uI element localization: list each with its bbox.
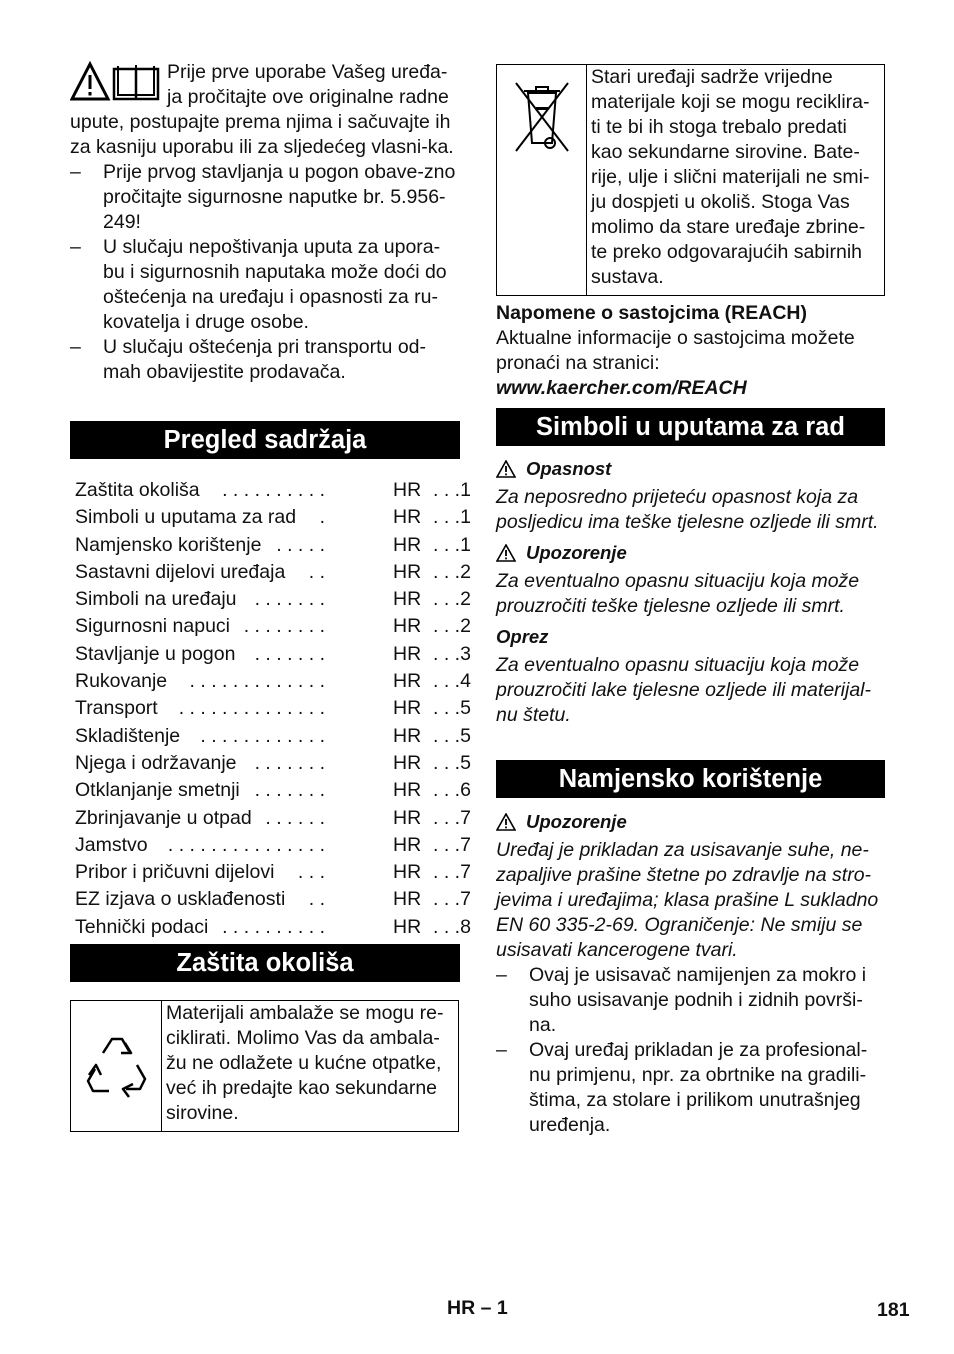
toc-row[interactable] (75, 613, 475, 640)
toc-page: . . .7 (433, 806, 471, 829)
reach-section (496, 301, 885, 401)
toc-dots: . . . . . . . . . . (222, 479, 325, 501)
intended-warning-text: Uređaj je prikladan za usisavanje suhe, ne-zapaljive prašine štetne po zdravlje na stro-jevima i uređajima; klasa prašine L sukladno EN 60 335-2-69. Ograničenje: Ne smiju se usisavati kancerogene tvari. (496, 839, 879, 961)
weee-icon-cell (497, 65, 587, 295)
toc-language: HR (393, 915, 422, 938)
toc-row[interactable] (75, 668, 475, 695)
toc-dots: . . . . . . . (254, 588, 325, 611)
toc-title: Simboli na uređaju (75, 588, 237, 611)
toc-page: . . .5 (433, 751, 471, 774)
symbols-section (496, 456, 885, 728)
warning-text: Za eventualno opasnu situaciju koja može prouzročiti teške tjelesne ozljede ili smrt. (496, 570, 860, 617)
toc-language: HR (393, 697, 422, 720)
toc-language: HR (393, 560, 422, 583)
toc-page: . . .1 (433, 533, 471, 556)
toc-title: Zbrinjavanje u otpad (75, 806, 252, 829)
toc-page: . . .1 (433, 506, 471, 529)
crossed-bin-icon (510, 77, 574, 157)
toc-page: . . .8 (433, 915, 471, 938)
toc-title: Jamstvo (75, 833, 148, 856)
toc-page: . . .4 (433, 670, 471, 693)
warning-title: Upozorenje (526, 542, 627, 563)
toc-language: HR (393, 506, 422, 529)
intro-icons (70, 60, 162, 104)
warning-triangle-icon (496, 813, 516, 831)
toc-row[interactable] (75, 695, 475, 722)
toc-dots: . . . . . (276, 533, 325, 556)
warning-triangle-icon (496, 460, 516, 478)
toc-language: HR (393, 888, 422, 911)
toc-title: Stavljanje u pogon (75, 642, 236, 665)
toc-row[interactable] (75, 586, 475, 613)
toc-dots: . . . . . . . . . . . . . (189, 670, 325, 693)
toc-title: Skladištenje (75, 724, 181, 747)
toc-language: HR (393, 588, 422, 611)
toc-row[interactable] (75, 777, 475, 804)
footer-page-number: 181 (877, 1299, 910, 1321)
toc-dots: . . . . . . (265, 806, 325, 829)
danger-title: Opasnost (526, 458, 612, 479)
reach-text: Aktualne informacije o sastojcima možete pronaći na stranici: (496, 327, 855, 374)
toc-dots: . . (308, 560, 325, 583)
toc-page: . . .7 (433, 833, 471, 856)
toc-page: . . .2 (433, 560, 471, 583)
warning-manual-icon (70, 60, 162, 104)
toc-row[interactable] (75, 641, 475, 668)
toc-dots: . . . . . . . . . . . . . . (178, 697, 325, 720)
toc-title: Otklanjanje smetnji (75, 779, 240, 802)
toc-row[interactable] (75, 559, 475, 586)
toc-page: . . .3 (433, 642, 471, 665)
toc-language: HR (393, 779, 422, 802)
toc-row[interactable] (75, 859, 475, 886)
toc-page: . . .7 (433, 888, 471, 911)
intended-use-section (496, 809, 885, 1138)
toc-title: Rukovanje (75, 670, 168, 693)
recycle-icon (79, 1029, 153, 1103)
toc-dots: . . . (297, 861, 325, 884)
toc-heading: Pregled sadržaja (70, 421, 460, 459)
toc-language: HR (393, 533, 422, 556)
intro-list-item: – Prije prvog stavljanja u pogon obave-zno pročitajte sigurnosne naputke br. 5.956-249! (70, 160, 460, 235)
toc-dots: . . . . . . . . . . . . (200, 724, 325, 747)
toc-page: . . .5 (433, 724, 471, 747)
toc-dots: . . (308, 888, 325, 911)
table-of-contents (75, 477, 475, 941)
toc-language: HR (393, 861, 422, 884)
toc-page: . . .2 (433, 615, 471, 638)
toc-title: Pribor i pričuvni dijelovi (75, 861, 275, 884)
toc-language: HR (393, 479, 422, 501)
environment-heading: Zaštita okoliša (70, 944, 460, 982)
toc-page: . . .7 (433, 861, 471, 884)
toc-row[interactable] (75, 750, 475, 777)
caution-title: Oprez (496, 626, 549, 647)
intro-section (70, 60, 460, 385)
toc-title: Sigurnosni napuci (75, 615, 231, 638)
toc-language: HR (393, 806, 422, 829)
intended-warning-title-row (496, 809, 885, 834)
toc-dots: . . . . . . . . (243, 615, 325, 638)
toc-language: HR (393, 670, 422, 693)
toc-row[interactable] (75, 532, 475, 559)
intro-list (70, 160, 460, 385)
toc-row[interactable] (75, 477, 475, 504)
warning-title-row (496, 540, 885, 565)
intro-list-item: – U slučaju nepoštivanja uputa za upora-bu i sigurnosnih naputaka može doći do oštećenja na uređaju i opasnosti za ru-kovatelja i druge osobe. (70, 235, 460, 335)
toc-language: HR (393, 751, 422, 774)
toc-language: HR (393, 642, 422, 665)
caution-text: Za eventualno opasnu situaciju koja može prouzročiti lake tjelesne ozljede ili materijal-nu štetu. (496, 654, 871, 726)
danger-text: Za neposredno prijeteću opasnost koja za posljedicu ima teške tjelesne ozljede ili smrt. (496, 486, 879, 533)
weee-box (496, 64, 885, 296)
intended-warning-title: Upozorenje (526, 811, 627, 832)
toc-row[interactable] (75, 832, 475, 859)
intended-use-item: – Ovaj uređaj prikladan je za profesional-nu primjenu, npr. za obrtnike na gradili-štima, za stolare i prilikom unutrašnjeg uređenja. (496, 1038, 885, 1138)
toc-title: Namjensko korištenje (75, 533, 262, 556)
toc-language: HR (393, 833, 422, 856)
toc-row[interactable] (75, 723, 475, 750)
toc-row[interactable] (75, 914, 475, 941)
symbols-heading: Simboli u uputama za rad (496, 408, 885, 446)
intro-text: Prije prve uporabe Vašeg uređa-ja pročitajte ove originalne radne upute, postupajte prema njima i sačuvajte ih za kasniju uporabu ili za sljedećeg vlasni-ka. (70, 61, 454, 158)
recycle-text: Materijali ambalaže se mogu re-ciklirati. Molimo Vas da ambala-žu ne odlažete u kućne otpatke, već ih predajte kao sekundarne sirovine. (166, 1002, 444, 1124)
toc-dots: . . . . . . . . . . . . . . . (167, 833, 325, 856)
toc-page: . . .6 (433, 779, 471, 802)
intended-use-heading: Namjensko korištenje (496, 760, 885, 798)
caution-title-row (496, 624, 885, 649)
toc-title: Simboli u uputama za rad (75, 506, 297, 529)
toc-title: Zaštita okoliša (75, 479, 200, 501)
recycle-box (70, 1000, 459, 1132)
toc-title: Tehnički podaci (75, 915, 209, 938)
intended-use-item: – Ovaj je usisavač namijenjen za mokro i suho usisavanje podnih i zidnih površi-na. (496, 963, 885, 1038)
toc-row[interactable] (75, 805, 475, 832)
danger-title-row (496, 456, 885, 481)
recycle-icon-cell (71, 1001, 162, 1131)
toc-dots: . . . . . . . (254, 642, 325, 665)
toc-title: EZ izjava o usklađenosti (75, 888, 286, 911)
toc-dots: . . . . . . . (254, 751, 325, 774)
intended-use-list (496, 963, 885, 1138)
toc-dots: . . . . . . . . . . (222, 915, 325, 938)
toc-title: Njega i održavanje (75, 751, 237, 774)
toc-page: . . .5 (433, 697, 471, 720)
intro-list-item: – U slučaju oštećenja pri transportu od-mah obavijestite prodavača. (70, 335, 460, 385)
toc-dots: . (319, 506, 325, 529)
reach-title: Napomene o sastojcima (REACH) (496, 302, 807, 324)
toc-language: HR (393, 615, 422, 638)
reach-link[interactable]: www.kaercher.com/REACH (496, 377, 747, 399)
toc-dots: . . . . . . . (254, 779, 325, 802)
warning-triangle-icon (496, 544, 516, 562)
toc-title: Sastavni dijelovi uređaja (75, 560, 286, 583)
toc-title: Transport (75, 697, 158, 720)
toc-page: . . .2 (433, 588, 471, 611)
toc-page: . . .1 (433, 479, 471, 501)
toc-row[interactable] (75, 886, 475, 913)
weee-text: Stari uređaji sadrže vrijedne materijale koji se mogu reciklira-ti te bi ih stoga trebalo predati kao sekundarne sirovine. Bate-rije, ulje i slični materijali ne smi-ju dospjeti u okoliš. Stoga Vas molimo da stare uređaje zbrine-te preko odgovarajućih sabirnih sustava. (591, 66, 870, 288)
toc-language: HR (393, 724, 422, 747)
toc-row[interactable] (75, 504, 475, 531)
footer-section-page: HR – 1 (447, 1297, 508, 1319)
